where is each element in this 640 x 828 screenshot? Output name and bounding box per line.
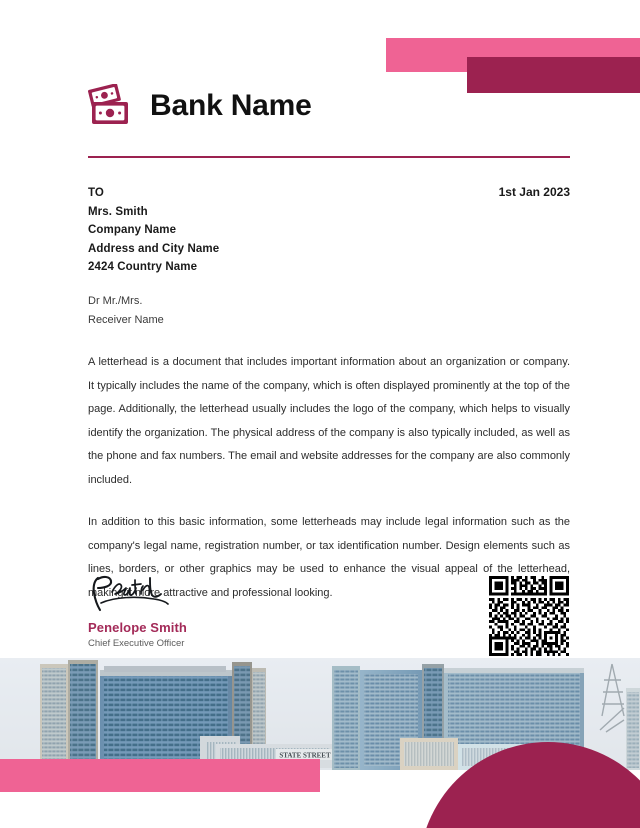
decoration-maroon-rectangle-top	[467, 57, 640, 93]
banknotes-icon	[88, 84, 136, 128]
decoration-pink-bar-bottom	[0, 759, 320, 792]
body-paragraph-1: A letterhead is a document that includes important information about an organization or company. It typically includes the name of the company, which is often displayed prominently at the top of the page. Additionally, the letterhead usually includes the logo of the company, which helps to visually identify the organization. The physical address of the company is also typically included, as well as the phone and fax numbers. The email and website addresses for the company are also commonly included.	[88, 356, 570, 486]
brand-title: Bank Name	[150, 89, 312, 122]
to-label: TO	[88, 187, 104, 199]
letter-body	[88, 351, 570, 605]
recipient-block	[88, 183, 570, 277]
recipient-country: 2424 Country Name	[88, 261, 198, 274]
letter-date: 1st Jan 2023	[498, 185, 570, 199]
recipient-first-row	[88, 183, 570, 203]
salutation-block	[88, 292, 570, 330]
signature-mark-icon	[88, 572, 288, 614]
signer-name: Penelope Smith	[88, 620, 187, 635]
salutation-title: Dr Mr./Mrs.	[88, 295, 143, 307]
qr-code[interactable]	[489, 576, 569, 656]
body-paragraph-2: In addition to this basic information, some letterheads may include legal information such as the company's legal name, registration number, or tax identification number. Design elements such as lines, borders, or other graphics may be used to enhance the visual appeal of the letterhead, making it more attractive and professional looking.	[88, 516, 570, 599]
header-divider	[88, 156, 570, 158]
recipient-company: Company Name	[88, 224, 177, 237]
letterhead-header	[88, 84, 312, 128]
recipient-address: Address and City Name	[88, 242, 220, 255]
salutation-receiver: Receiver Name	[88, 314, 164, 326]
skyline-sign-text: STATE STREET	[279, 751, 331, 760]
recipient-name: Mrs. Smith	[88, 205, 148, 218]
signer-title: Chief Executive Officer	[88, 638, 185, 649]
signature-block	[88, 572, 288, 649]
